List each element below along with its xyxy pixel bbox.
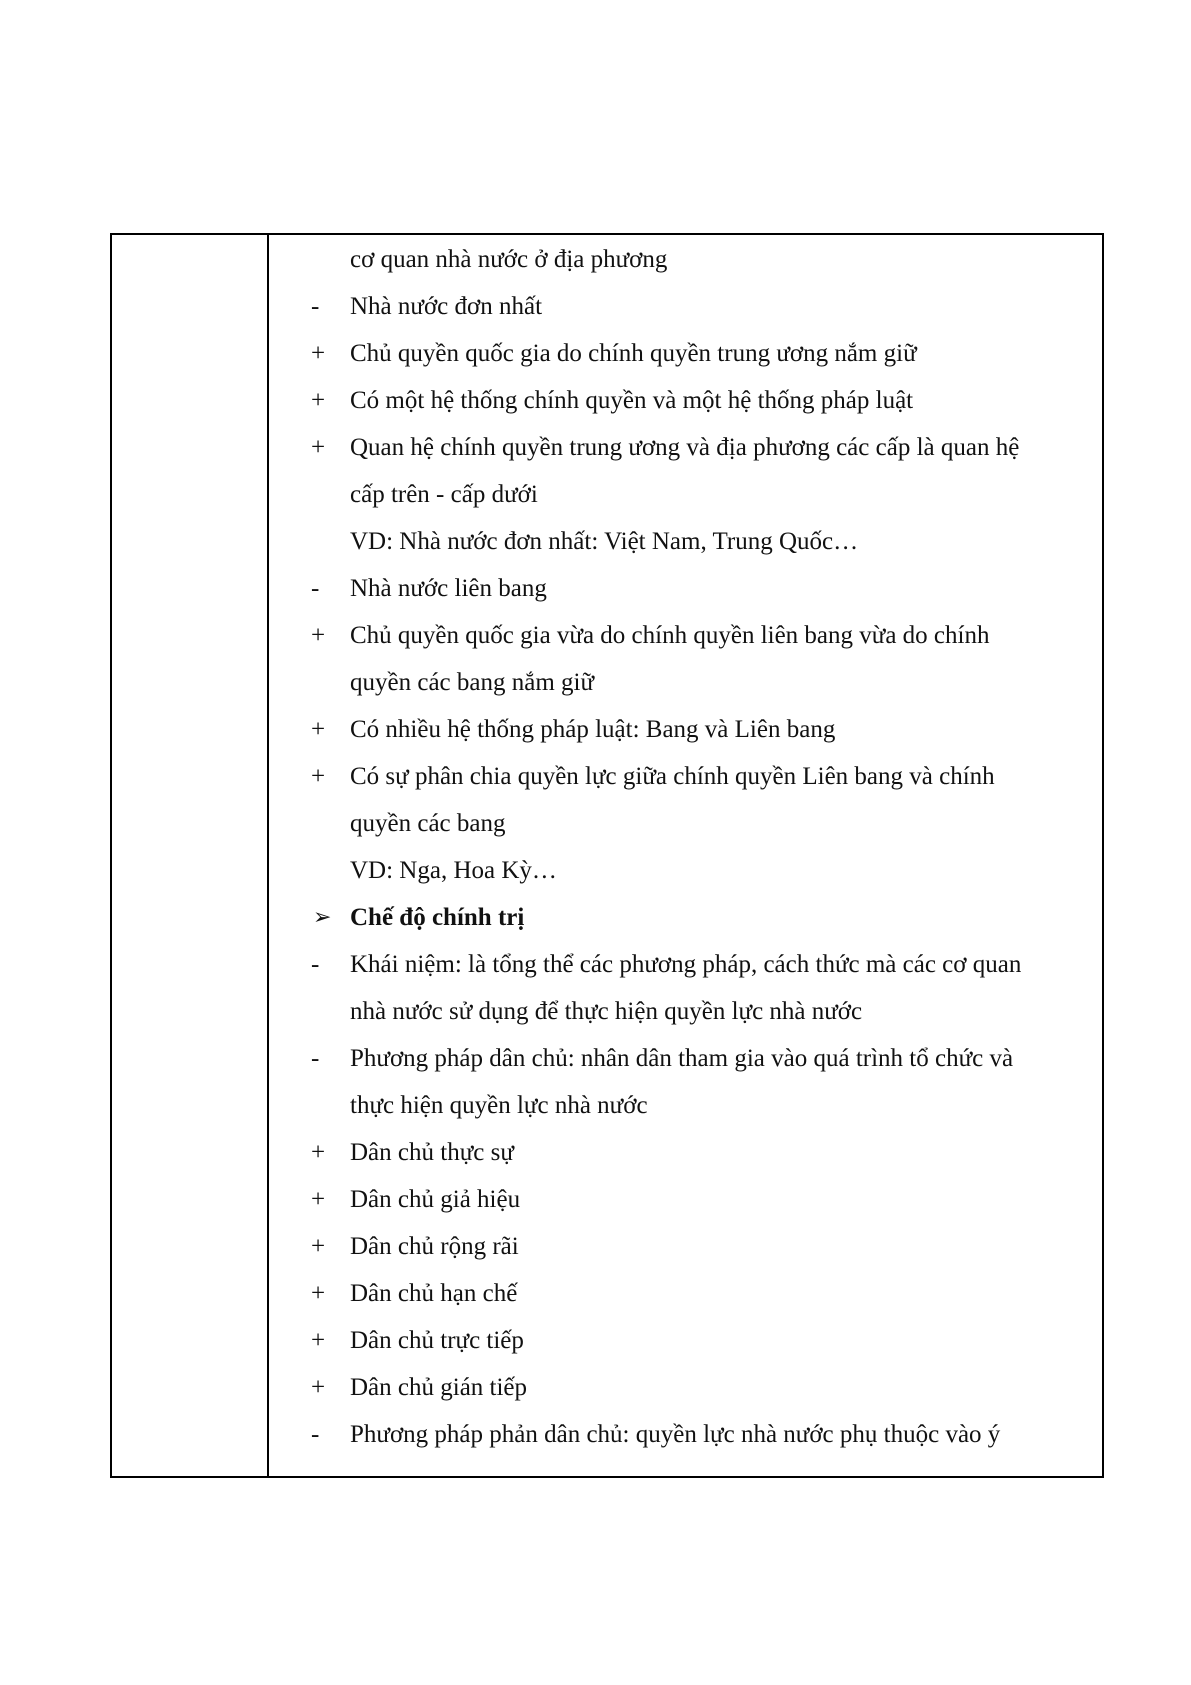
line-text: Phương pháp dân chủ: nhân dân tham gia vào quá trình tổ chức và xyxy=(350,1045,1014,1072)
line-text: Phương pháp phản dân chủ: quyền lực nhà nước phụ thuộc vào ý xyxy=(350,1421,1001,1448)
heading-text: Chế độ chính trị xyxy=(350,904,525,931)
line-text: Chủ quyền quốc gia do chính quyền trung ương nắm giữ xyxy=(350,340,917,367)
line-marker: + xyxy=(311,1374,326,1401)
line-text: quyền các bang nắm giữ xyxy=(350,669,595,696)
line-text: Quan hệ chính quyền trung ương và địa phương các cấp là quan hệ xyxy=(350,434,1020,461)
line-marker: + xyxy=(311,1139,326,1166)
line-marker: - xyxy=(311,1421,320,1448)
arrow-bullet-icon: ➢ xyxy=(313,905,332,930)
line-text: Nhà nước liên bang xyxy=(350,575,547,602)
line-text: nhà nước sử dụng để thực hiện quyền lực nhà nước xyxy=(350,998,863,1025)
line-text: Dân chủ rộng rãi xyxy=(350,1233,519,1260)
line-text: Dân chủ hạn chế xyxy=(350,1280,518,1307)
line-text: VD: Nga, Hoa Kỳ… xyxy=(350,857,557,884)
table-left-column xyxy=(112,235,269,1476)
line-marker: + xyxy=(311,340,326,367)
line-text: Dân chủ gián tiếp xyxy=(350,1374,528,1401)
line-text: Có sự phân chia quyền lực giữa chính quyền Liên bang và chính xyxy=(350,763,995,790)
line-text: quyền các bang xyxy=(350,810,506,837)
line-marker: + xyxy=(311,1280,326,1307)
line-marker: - xyxy=(311,293,320,320)
line-marker: + xyxy=(311,1327,326,1354)
line-marker: - xyxy=(311,575,320,602)
line-text: Khái niệm: là tổng thể các phương pháp, cách thức mà các cơ quan xyxy=(350,951,1022,978)
line-text: Có một hệ thống chính quyền và một hệ thống pháp luật xyxy=(350,387,914,414)
line-marker: - xyxy=(311,1045,320,1072)
line-text: Chủ quyền quốc gia vừa do chính quyền liên bang vừa do chính xyxy=(350,622,990,649)
line-text: Có nhiều hệ thống pháp luật: Bang và Liên bang xyxy=(350,716,836,743)
line-marker: - xyxy=(311,951,320,978)
line-marker: + xyxy=(311,763,326,790)
line-text: Nhà nước đơn nhất xyxy=(350,293,543,320)
line-marker: + xyxy=(311,434,326,461)
line-text: VD: Nhà nước đơn nhất: Việt Nam, Trung Quốc… xyxy=(350,528,859,555)
line-marker: + xyxy=(311,1233,326,1260)
line-marker: + xyxy=(311,387,326,414)
line-text: cơ quan nhà nước ở địa phương xyxy=(350,246,668,273)
line-text: thực hiện quyền lực nhà nước xyxy=(350,1092,648,1119)
line-text: Dân chủ thực sự xyxy=(350,1139,514,1166)
line-marker: + xyxy=(311,716,326,743)
line-text: cấp trên - cấp dưới xyxy=(350,481,538,508)
table-right-column xyxy=(269,235,1102,1476)
line-marker: + xyxy=(311,622,326,649)
line-text: Dân chủ giả hiệu xyxy=(350,1186,521,1213)
content-table xyxy=(110,233,1104,1478)
line-text: Dân chủ trực tiếp xyxy=(350,1327,524,1354)
line-marker: + xyxy=(311,1186,326,1213)
